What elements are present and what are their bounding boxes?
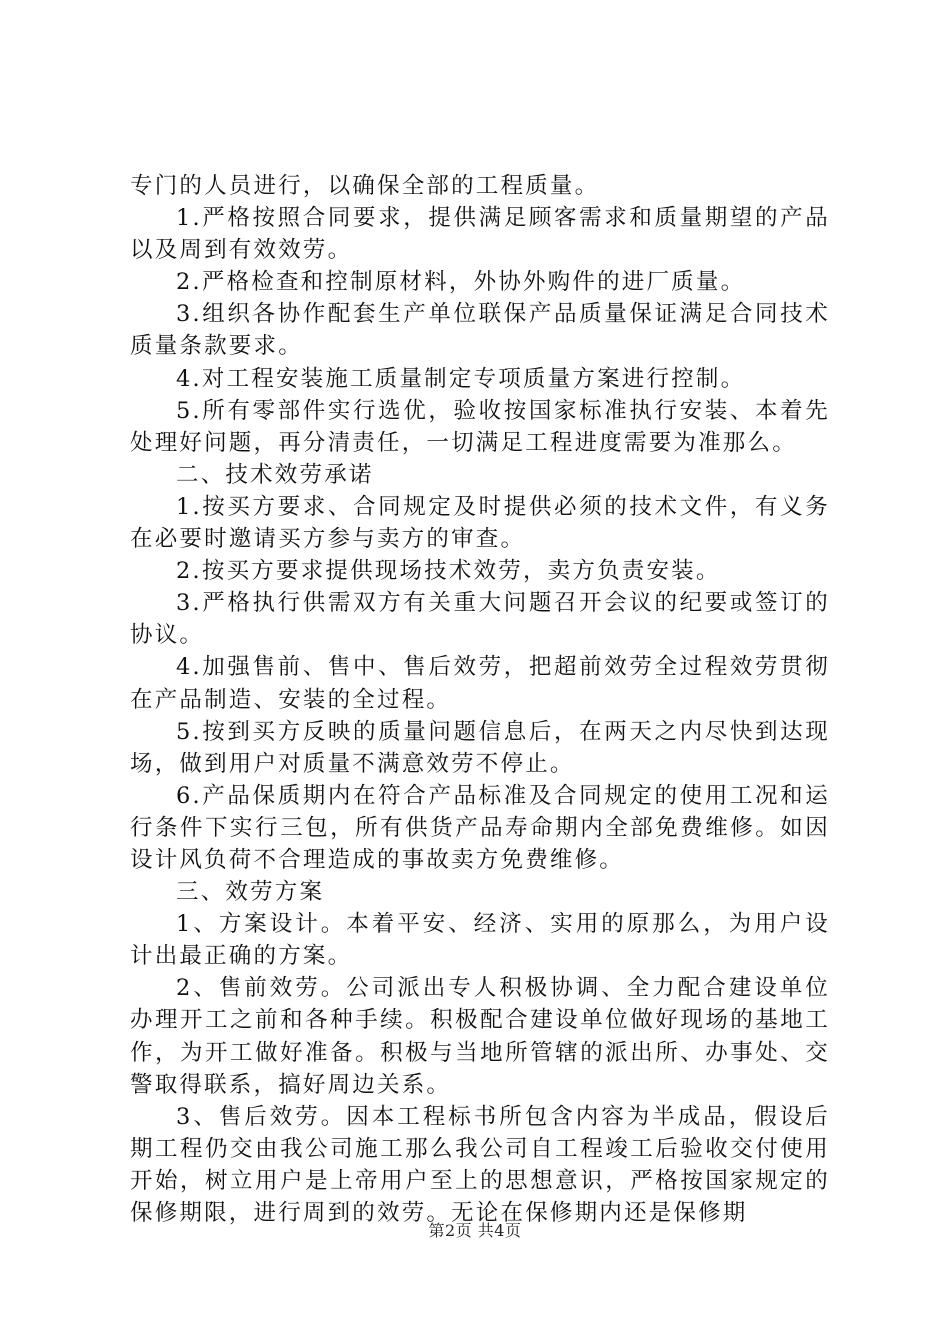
paragraph-quality-item-5: 5.所有零部件实行选优，验收按国家标准执行安装、本着先处理好问题，再分清责任，一切满足工程进度需要为准那么。 <box>130 397 830 456</box>
paragraph-tech-item-6: 6.产品保质期内在符合产品标准及合同规定的使用工况和运行条件下实行三包，所有供货产品寿命期内全部免费维修。如因设计风负荷不合理造成的事故卖方免费维修。 <box>130 782 830 873</box>
paragraph-quality-item-1: 1.严格按照合同要求，提供满足顾客需求和质量期望的产品以及周到有效效劳。 <box>130 205 830 264</box>
paragraph-tech-item-4: 4.加强售前、售中、售后效劳，把超前效劳全过程效劳贯彻在产品制造、安装的全过程。 <box>130 654 830 713</box>
paragraph-tech-item-5: 5.按到买方反映的质量问题信息后，在两天之内尽快到达现场，做到用户对质量不满意效劳不停止。 <box>130 718 830 777</box>
paragraph-tech-item-2: 2.按买方要求提供现场技术效劳，卖方负责安装。 <box>176 558 721 585</box>
paragraph-continuation: 专门的人员进行，以确保全部的工程质量。 <box>130 173 600 199</box>
section-heading-service-plan: 三、效劳方案 <box>176 879 325 906</box>
page-number-footer: 第2页 共4页 <box>428 1221 522 1240</box>
paragraph-tech-item-3: 3.严格执行供需双方有关重大问题召开会议的纪要或签订的协议。 <box>130 590 830 649</box>
paragraph-quality-item-3: 3.组织各协作配套生产单位联保产品质量保证满足合同技术质量条款要求。 <box>130 301 830 360</box>
paragraph-plan-item-3: 3、售后效劳。因本工程标书所包含内容为半成品，假设后期工程仍交由我公司施工那么我公司自工程竣工后验收交付使用开始，树立用户是上帝用户至上的思想意识，严格按国家规定的保修期限，进行周到的效劳。无论在保修期内还是保修期 <box>130 1103 830 1226</box>
paragraph-tech-item-1: 1.按买方要求、合同规定及时提供必须的技术文件，有义务在必要时邀请买方参与卖方的审查。 <box>130 493 830 553</box>
paragraph-quality-item-4: 4.对工程安装施工质量制定专项质量方案进行控制。 <box>176 365 746 392</box>
document-body <box>130 170 830 1229</box>
paragraph-plan-item-2: 2、售前效劳。公司派出专人积极协调、全力配合建设单位办理开工之前和各种手续。积极配合建设单位做好现场的基地工作，为开工做好准备。积极与当地所管辖的派出所、办事处、交警取得联系，搞好周边关系。 <box>130 975 830 1098</box>
section-heading-technical-service: 二、技术效劳承诺 <box>176 461 374 488</box>
paragraph-plan-item-1: 1、方案设计。本着平安、经济、实用的原那么，为用户设计出最正确的方案。 <box>130 911 830 970</box>
paragraph-quality-item-2: 2.严格检查和控制原材料，外协外购件的进厂质量。 <box>176 269 746 296</box>
